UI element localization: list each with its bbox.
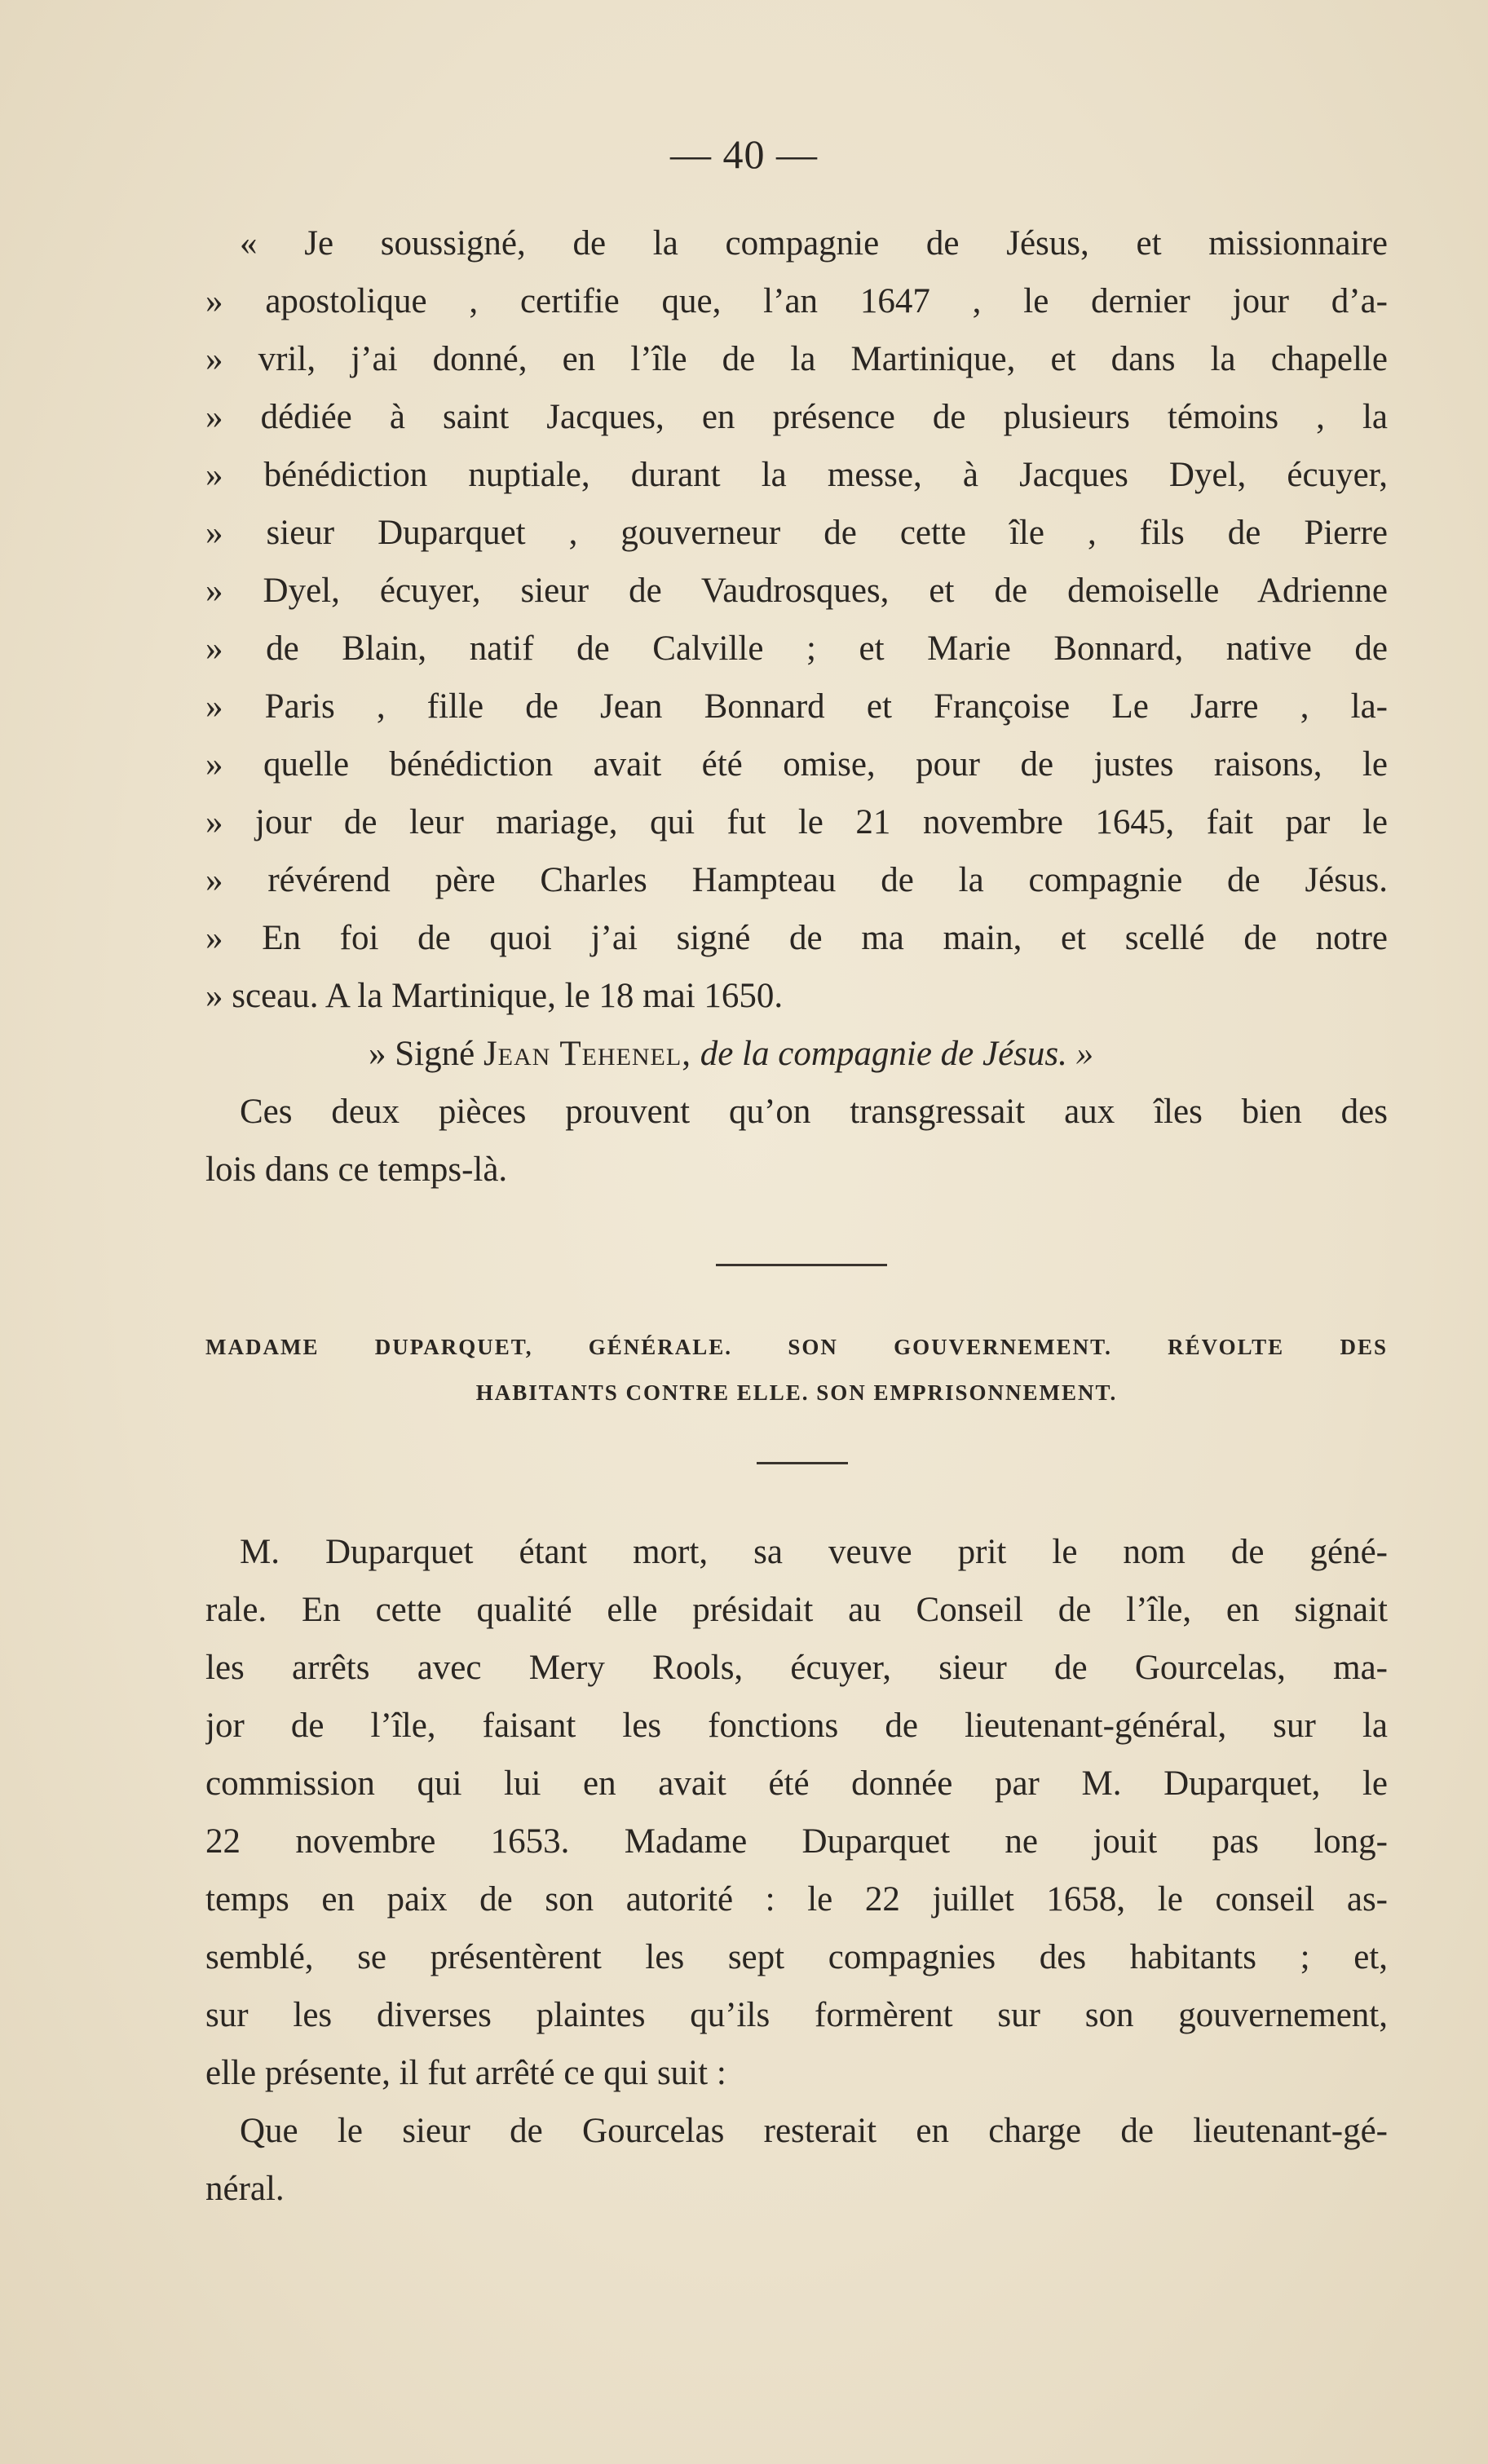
- quote-line: » dédiée à saint Jacques, en présence de plusieurs témoins , la: [205, 398, 1388, 436]
- signature-suffix: de la compagnie de Jésus. »: [691, 1035, 1094, 1073]
- body-block: [205, 1523, 1388, 2218]
- body-line: les arrêts avec Mery Rools, écuyer, sieur de Gourcelas, ma-: [205, 1649, 1388, 1687]
- conclusion-line: Ces deux pièces prouvent qu’on transgressait aux îles bien des: [240, 1093, 1388, 1131]
- conclusion-line: lois dans ce temps-là.: [205, 1150, 508, 1189]
- signature-line: [205, 1025, 1388, 1083]
- quote-line: » En foi de quoi j’ai signé de ma main, et scellé de notre: [205, 919, 1388, 957]
- quote-line: » bénédiction nuptiale, durant la messe, à Jacques Dyel, écuyer,: [205, 456, 1388, 494]
- signature-name: Jean Tehenel,: [483, 1035, 691, 1073]
- quote-line: » Dyel, écuyer, sieur de Vaudrosques, et de demoiselle Adrienne: [205, 572, 1388, 610]
- body-line: sur les diverses plaintes qu’ils formèrent sur son gouvernement,: [205, 1996, 1388, 2034]
- page-number: — 40 —: [670, 131, 818, 177]
- section-heading: [205, 1324, 1388, 1415]
- quote-line: » sceau. A la Martinique, le 18 mai 1650.: [205, 977, 784, 1015]
- body-line: 22 novembre 1653. Madame Duparquet ne jouit pas long-: [205, 1822, 1388, 1861]
- final-line: néral.: [205, 2170, 285, 2208]
- body-line: jor de l’île, faisant les fonctions de lieutenant-général, sur la: [205, 1707, 1388, 1745]
- body-line: M. Duparquet étant mort, sa veuve prit le nom de géné-: [240, 1533, 1388, 1571]
- signature-prefix: » Signé: [369, 1035, 483, 1073]
- quote-line: » sieur Duparquet , gouverneur de cette île , fils de Pierre: [205, 514, 1388, 552]
- body-line: temps en paix de son autorité : le 22 juillet 1658, le conseil as-: [205, 1880, 1388, 1919]
- section-rule-top: [716, 1264, 887, 1266]
- body-line: elle présente, il fut arrêté ce qui suit :: [205, 2054, 726, 2092]
- quote-line: » apostolique , certifie que, l’an 1647 , le dernier jour d’a-: [205, 282, 1388, 320]
- final-line: Que le sieur de Gourcelas resterait en charge de lieutenant-gé-: [240, 2112, 1388, 2150]
- quote-line: » jour de leur mariage, qui fut le 21 novembre 1645, fait par le: [205, 803, 1388, 841]
- body-line: commission qui lui en avait été donnée par M. Duparquet, le: [205, 1764, 1388, 1803]
- quote-line: « Je soussigné, de la compagnie de Jésus, et missionnaire: [240, 224, 1388, 263]
- body-line: rale. En cette qualité elle présidait au Conseil de l’île, en signait: [205, 1591, 1388, 1629]
- quote-line: » Paris , fille de Jean Bonnard et Françoise Le Jarre , la-: [205, 687, 1388, 726]
- quote-line: » révérend père Charles Hampteau de la compagnie de Jésus.: [205, 861, 1388, 899]
- quote-line: » de Blain, natif de Calville ; et Marie Bonnard, native de: [205, 629, 1388, 668]
- section-rule-bottom: [757, 1462, 848, 1464]
- quote-line: » vril, j’ai donné, en l’île de la Martinique, et dans la chapelle: [205, 340, 1388, 378]
- section-heading-line: MADAME DUPARQUET, GÉNÉRALE. SON GOUVERNEMENT. RÉVOLTE DES: [205, 1335, 1388, 1359]
- section-heading-line: HABITANTS CONTRE ELLE. SON EMPRISONNEMENT.: [475, 1380, 1118, 1405]
- quote-line: » quelle bénédiction avait été omise, pour de justes raisons, le: [205, 745, 1388, 784]
- quote-block: [205, 214, 1388, 1199]
- body-line: semblé, se présentèrent les sept compagnies des habitants ; et,: [205, 1938, 1388, 1976]
